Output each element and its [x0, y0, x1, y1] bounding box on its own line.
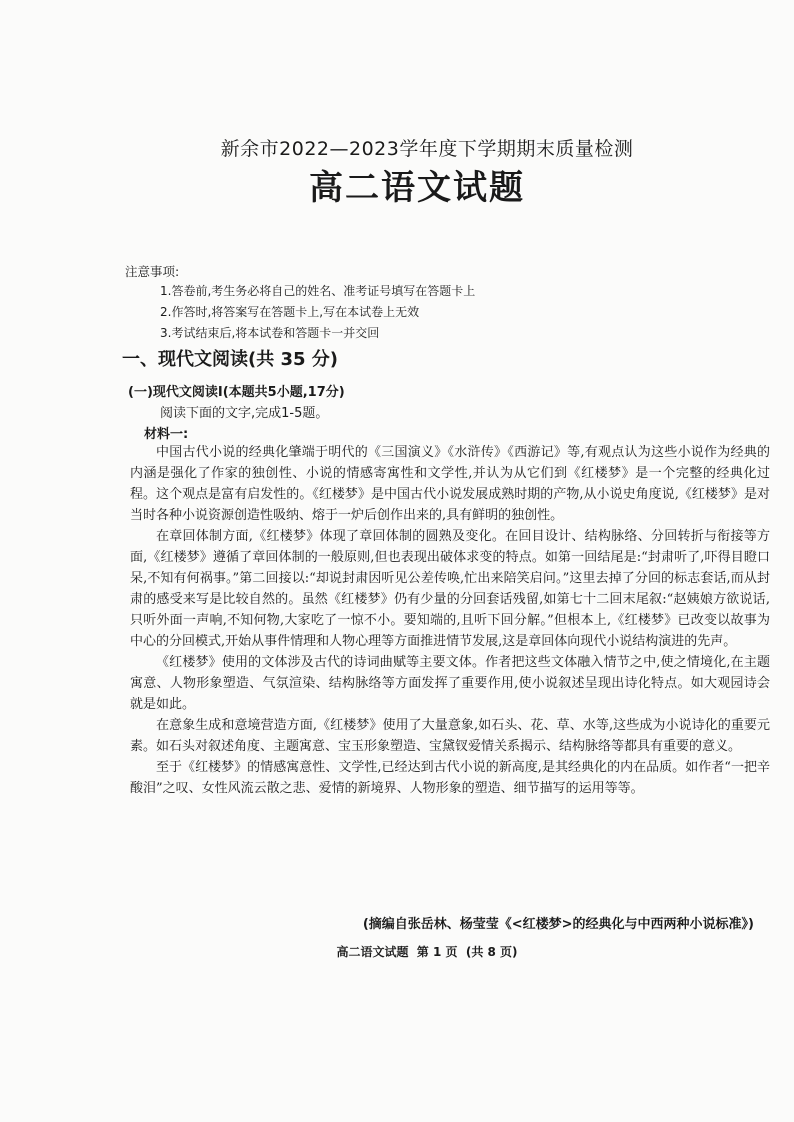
passage-paragraph: 在章回体制方面,《红楼梦》体现了章回体制的圆熟及变化。在回目设计、结构脉络、分回转折与衔接等方面,《红楼梦》遵循了章回体制的一般原则,但也表现出破体求变的特点。如第一回结尾是:“封肃听了,吓得目瞪口呆,不知有何祸事。”第二回接以:“却说封肃因听见公差传唤,忙出来陪笑启问。”这里去掉了分回的标志套话,而从封肃的感受来写是比较自然的。虽然《红楼梦》仍有少量的分回套话残留,如第七十二回末尾叙:“赵姨娘方欲说话,只听外面一声响,不知何物,大家吃了一惊不小。要知端的,且听下回分解。”但根本上,《红楼梦》已改变以故事为中心的分回模式,开始从事件情理和人物心理等方面推进情节发展,这是章回体向现代小说结构演进的先声。 [130, 529, 770, 649]
passage-paragraph: 在意象生成和意境营造方面,《红楼梦》使用了大量意象,如石头、花、草、水等,这些成为小说诗化的重要元素。如石头对叙述角度、主题寓意、宝玉形象塑造、宝黛钗爱情关系揭示、结构脉络等都具有重要的意义。 [130, 718, 770, 754]
part-title: (一)现代文阅读Ⅰ(本题共5小题,17分) [128, 385, 345, 400]
passage-source: (摘编自张岳林、杨莹莹《<红楼梦>的经典化与中西两种小说标准》) [362, 917, 754, 932]
notice-item: 1.答卷前,考生务必将自己的姓名、准考证号填写在答题卡上 [160, 284, 476, 298]
notice-list [160, 281, 475, 344]
passage-paragraph: 《红楼梦》使用的文体涉及古代的诗词曲赋等主要文体。作者把这些文体融入情节之中,使之情境化,在主题寓意、人物形象塑造、气氛渲染、结构脉络等方面发挥了重要作用,使小说叙述呈现出诗化特点。如大观园诗会就是如此。 [130, 655, 770, 712]
material-label: 材料一: [144, 427, 189, 442]
notice-item: 3.考试结束后,将本试卷和答题卡一并交回 [160, 326, 380, 340]
passage-paragraph: 中国古代小说的经典化肇端于明代的《三国演义》《水浒传》《西游记》等,有观点认为这些小说作为经典的内涵是强化了作家的独创性、小说的情感寄寓性和文学性,并认为从它们到《红楼梦》是一个完整的经典化过程。这个观点是富有启发性的。《红楼梦》是中国古代小说发展成熟时期的产物,从小说史角度说,《红楼梦》是对当时各种小说资源创造性吸纳、熔于一炉后创作出来的,具有鲜明的独创性。 [130, 445, 770, 523]
exam-title: 高二语文试题 [309, 168, 525, 208]
exam-subtitle: 新余市2022—2023学年度下学期期末质量检测 [220, 138, 634, 160]
notice-item: 2.作答时,将答案写在答题卡上,写在本试卷上无效 [160, 305, 420, 319]
notice-title: 注意事项: [125, 264, 180, 279]
reading-instruction: 阅读下面的文字,完成1-5题。 [160, 406, 329, 421]
reading-passage [130, 442, 770, 799]
page-footer: 高二语文试题 第 1 页 (共 8 页) [336, 945, 518, 959]
passage-paragraph: 至于《红楼梦》的情感寓意性、文学性,已经达到古代小说的新高度,是其经典化的内在品质。如作者“一把辛酸泪”之叹、女性风流云散之悲、爱情的新境界、人物形象的塑造、细节描写的运用等等。 [130, 760, 770, 796]
section-title: 一、现代文阅读(共 35 分) [122, 349, 339, 370]
